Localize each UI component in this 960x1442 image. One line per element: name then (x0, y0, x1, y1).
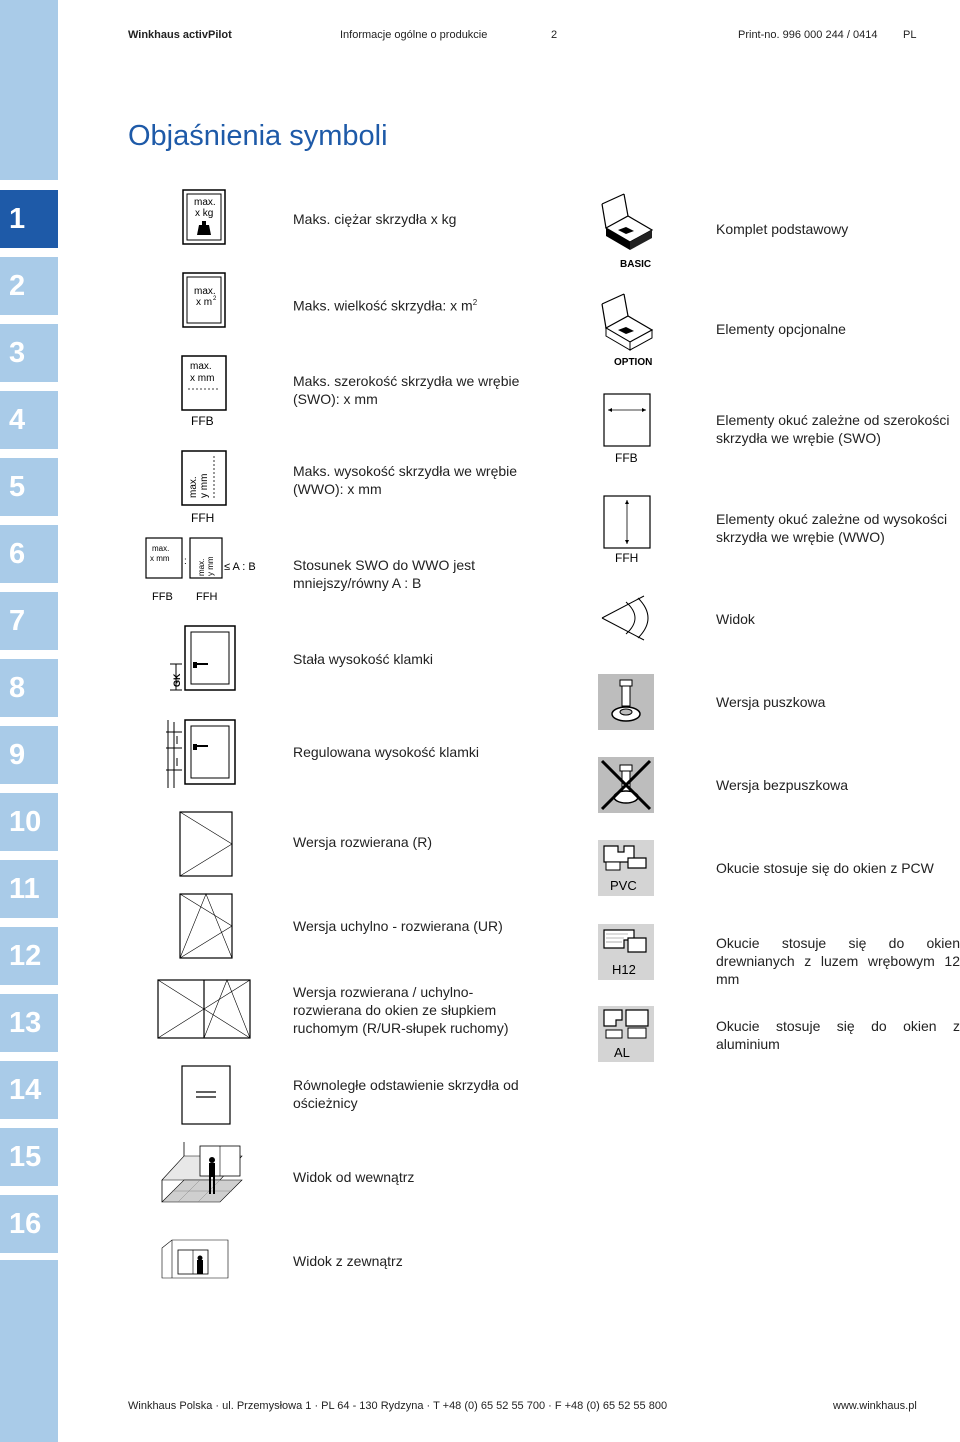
chapter-tab-14[interactable]: 14 (0, 1061, 58, 1119)
svg-text:x mm: x mm (190, 373, 215, 384)
parallel-vent-icon (180, 1064, 232, 1126)
legend-optional-set: Elementy opcjonalne (716, 321, 846, 337)
legend-view-inside: Widok od wewnątrz (293, 1169, 415, 1185)
legend-view-outside: Widok z zewnątrz (293, 1253, 403, 1269)
view-from-outside-icon (160, 1238, 230, 1280)
svg-text:max.: max. (194, 197, 216, 208)
max-height-icon (180, 450, 228, 525)
header-brand: Winkhaus activPilot (128, 29, 232, 41)
legend-fixed-handle-height: Stała wysokość klamki (293, 651, 434, 667)
chapter-tab-13[interactable]: 13 (0, 994, 58, 1052)
legend-max-weight: Maks. ciężar skrzydła x kg (293, 211, 457, 227)
header-page-number: 2 (551, 29, 558, 41)
svg-text:2: 2 (213, 296, 217, 302)
footer-website-link[interactable]: www.winkhaus.pl (833, 1400, 917, 1412)
max-weight-icon (182, 189, 226, 245)
fixed-handle-height-icon (168, 624, 240, 694)
svg-text:AL: AL (614, 1045, 630, 1060)
chapter-tab-7[interactable]: 7 (0, 592, 58, 650)
chapter-tab-5[interactable]: 5 (0, 458, 58, 516)
svg-text:x kg: x kg (195, 208, 214, 219)
chapter-tab-11[interactable]: 11 (0, 860, 58, 918)
canless-version-icon (598, 757, 654, 813)
view-from-inside-icon (158, 1140, 248, 1210)
optional-set-icon (596, 292, 660, 370)
legend-pvc: Okucie stosuje się do okien z PCW (716, 860, 934, 876)
svg-text:y mm: y mm (199, 473, 210, 498)
svg-text:OPTION: OPTION (614, 357, 653, 368)
svg-text::: : (184, 556, 187, 567)
legend-width-dependent: Elementy okuć zależne od szerokości skrzydła we wrębie (SWO) (716, 412, 950, 446)
turn-window-icon (178, 810, 234, 878)
sidebar-top-bar (0, 0, 58, 180)
svg-text:FFH: FFH (191, 511, 215, 525)
height-dependent-icon (600, 494, 656, 568)
max-area-icon (182, 272, 226, 328)
chapter-tab-4[interactable]: 4 (0, 391, 58, 449)
svg-text:BASIC: BASIC (620, 259, 652, 270)
svg-text:FFH: FFH (196, 591, 218, 603)
svg-text:FFB: FFB (191, 414, 214, 428)
legend-tilt-turn-version: Wersja uchylno - rozwierana (UR) (293, 918, 503, 934)
legend-movable-mullion: Wersja rozwierana / uchylno-rozwierana do okien ze słupkiem ruchomym (R/UR-słupek ruchomy) (293, 984, 509, 1036)
chapter-tab-8[interactable]: 8 (0, 659, 58, 717)
legend-max-width: Maks. szerokość skrzydła we wrębie (SWO): x mm (293, 373, 520, 407)
chapter-tab-16[interactable]: 16 (0, 1195, 58, 1253)
legend-canned-version: Wersja puszkowa (716, 694, 826, 710)
legend-max-height: Maks. wysokość skrzydła we wrębie (WWO): x mm (293, 463, 518, 497)
chapter-tab-3[interactable]: 3 (0, 324, 58, 382)
svg-text:FFB: FFB (152, 591, 173, 603)
footer-address: Winkhaus Polska · ul. Przemysłowa 1 · PL 64 - 130 Rydzyna · T +48 (0) 65 52 55 700 · F +48 (0) 65 52 55 800 (128, 1400, 668, 1412)
chapter-tab-10[interactable]: 10 (0, 793, 58, 851)
svg-text:max.: max. (197, 558, 206, 576)
chapter-tab-12[interactable]: 12 (0, 927, 58, 985)
legend-turn-version: Wersja rozwierana (R) (293, 834, 432, 850)
basic-set-icon (596, 192, 660, 270)
chapter-tab-1[interactable]: 1 (0, 190, 58, 248)
svg-text:FFH: FFH (615, 551, 639, 565)
legend-basic-set: Komplet podstawowy (716, 221, 849, 237)
sidebar-bottom-bar (0, 1260, 58, 1442)
header-print-number: Print-no. 996 000 244 / 0414 (738, 29, 878, 41)
header-language: PL (903, 29, 917, 41)
max-width-icon (180, 355, 228, 430)
svg-text:max.: max. (194, 286, 216, 297)
svg-text:PVC: PVC (610, 878, 637, 893)
chapter-tab-2[interactable]: 2 (0, 257, 58, 315)
legend-view: Widok (716, 611, 755, 627)
legend-ratio: Stosunek SWO do WWO jest mniejszy/równy A : B (293, 557, 476, 591)
svg-text:y mm: y mm (206, 556, 215, 576)
pvc-profile-icon (598, 840, 654, 896)
eye-view-icon (598, 592, 654, 644)
svg-text:x m: x m (196, 297, 213, 308)
legend-wood-h12: Okucie stosuje się do okien drewnianych z luzem wrębowym 12 mm (716, 935, 960, 987)
tilt-turn-window-icon (178, 892, 234, 960)
chapter-tab-15[interactable]: 15 (0, 1128, 58, 1186)
svg-text:max.: max. (188, 476, 199, 498)
svg-text:≤ A : B: ≤ A : B (224, 561, 256, 573)
legend-max-area-text: Maks. wielkość skrzydła: x m (293, 297, 473, 314)
legend-aluminium: Okucie stosuje się do okien z aluminium (716, 1018, 960, 1052)
wood-h12-icon (598, 924, 654, 980)
chapter-tab-9[interactable]: 9 (0, 726, 58, 784)
width-height-ratio-icon (138, 536, 268, 606)
svg-text:GK: GK (172, 673, 182, 687)
width-dependent-icon (600, 392, 656, 466)
legend-adjustable-handle-height: Regulowana wysokość klamki (293, 744, 479, 760)
legend-max-area-superscript: 2 (472, 298, 478, 307)
legend-max-area (293, 294, 543, 315)
legend-parallel-vent: Równoległe odstawienie skrzydła od ościeżnicy (293, 1077, 519, 1111)
adjustable-handle-height-icon (166, 718, 240, 790)
double-window-mullion-icon (156, 978, 252, 1042)
svg-text:x mm: x mm (150, 554, 170, 563)
svg-text:FFB: FFB (615, 451, 638, 465)
legend-canless-version: Wersja bezpuszkowa (716, 777, 849, 793)
page-title: Objaśnienia symboli (128, 120, 388, 152)
header-section: Informacje ogólne o produkcie (340, 29, 488, 41)
chapter-tab-6[interactable]: 6 (0, 525, 58, 583)
svg-text:H12: H12 (612, 962, 636, 977)
legend-height-dependent: Elementy okuć zależne od wysokości skrzydła we wrębie (WWO) (716, 511, 948, 545)
canned-version-icon (598, 674, 654, 730)
svg-text:max.: max. (152, 544, 170, 553)
svg-text:max.: max. (190, 361, 212, 372)
aluminium-profile-icon (598, 1006, 654, 1062)
